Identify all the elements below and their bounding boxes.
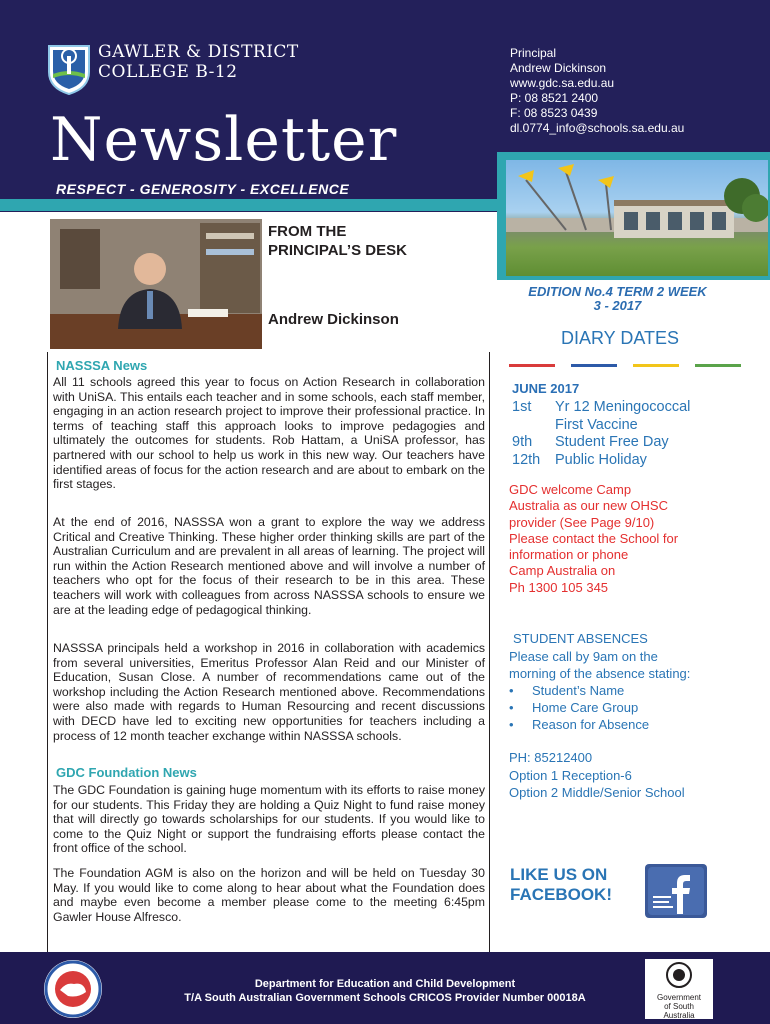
school-motto: RESPECT - GENEROSITY - EXCELLENCE	[56, 181, 350, 197]
divider-bar-green	[695, 364, 741, 367]
article-paragraph: The GDC Foundation is gaining huge momentum with its efforts to raise money for our students. This Friday they are holding a Quiz Night to fund raise money that will directly go towards scholarships for our students. If you would like to come to the Quiz Night or support the fundraising efforts please contact the front office of the school.	[53, 783, 485, 856]
phone-options	[509, 749, 685, 802]
government-sa-label	[649, 993, 709, 1020]
phone-line: PH: 85212400	[509, 750, 593, 765]
diary-event: Yr 12 Meningococcal	[555, 399, 691, 415]
principal-desk-title	[268, 222, 407, 260]
edition-line2: 3 - 2017	[593, 298, 642, 313]
article-paragraph: All 11 schools agreed this year to focus on Action Research in collaboration with UniSA. This entails each teacher and in some schools, each staff member, engaging in an action research project to improve their professional practice. In terms of teaching staff this approach looks to improve pedagogies and ultimately the outcomes for students. Rob Hattam, a UniSA professor, has partnered with our school to help us work in this new way. Our teachers have identified areas of focus for the action research and are about to embark on the first stages.	[53, 375, 485, 492]
camp-line: Camp Australia on	[509, 563, 616, 579]
school-crest-icon	[47, 44, 91, 96]
facebook-callout[interactable]	[510, 865, 612, 905]
principal-photo	[50, 219, 262, 349]
diary-month: JUNE 2017	[512, 381, 580, 396]
facebook-badge-icon[interactable]	[645, 864, 707, 918]
motto-band	[0, 199, 497, 211]
diary-dates-title: DIARY DATES	[560, 328, 680, 348]
contact-phone: P: 08 8521 2400	[510, 91, 599, 105]
desk-title-line1: FROM THE	[268, 223, 347, 240]
edition-label	[510, 285, 725, 313]
newsletter-masthead: Newsletter	[50, 105, 398, 175]
gov-line2: of South Australia	[663, 1002, 695, 1020]
student-absences-heading: STUDENT ABSENCES	[513, 631, 648, 646]
absence-intro-line2: morning of the absence stating:	[509, 666, 691, 681]
absence-list	[509, 682, 739, 733]
desk-title-line2: PRINCIPAL’S DESK	[268, 242, 407, 259]
camp-line: GDC welcome Camp	[509, 482, 632, 497]
divider-bar-red	[509, 364, 555, 367]
school-building-photo	[506, 160, 768, 276]
diary-day: 9th	[512, 434, 533, 450]
diary-event: Student Free Day	[555, 434, 669, 450]
school-name-line2: COLLEGE B-12	[98, 62, 238, 82]
absence-intro-line1: Please call by 9am on the	[509, 649, 658, 664]
like-line1: LIKE US ON	[510, 865, 608, 884]
camp-australia-notice	[509, 482, 719, 596]
camp-line: provider (See Page 9/10)	[509, 514, 655, 530]
like-line2: FACEBOOK!	[510, 885, 612, 904]
footer-line1: Department for Education and Child Development	[254, 978, 516, 990]
phone-line: Option 2 Middle/Senior School	[509, 785, 685, 800]
school-name-line1: GAWLER & DISTRICT	[98, 42, 299, 62]
divider-bar-blue	[571, 364, 617, 367]
article-heading-nasssa: NASSSA News	[56, 358, 148, 373]
color-bar-divider	[509, 364, 749, 368]
contact-name: Andrew Dickinson	[510, 61, 607, 75]
gov-line1: Government	[656, 993, 702, 1002]
contact-block	[510, 46, 684, 136]
article-heading-foundation: GDC Foundation News	[56, 765, 197, 780]
article-paragraph: NASSSA principals held a workshop in 2016 in collaboration with academics from several universities, Emeritus Professor Alan Reid and our Minister of Education, Susan Close. A number of recommendations came out of the workshop including the Action Research mentioned above. Recommendations were also made with regards to Human Resourcing and recent discussions with DECD have led to exciting new opportunities for teachers including a process of 12 month teacher exchange within NASSSA schools.	[53, 641, 485, 743]
diary-event: Public Holiday	[555, 451, 647, 468]
diary-day: 1st	[512, 399, 532, 415]
absence-item: • Home Care Group	[509, 699, 739, 716]
article-paragraph: At the end of 2016, NASSSA won a grant to explore the way we address Critical and Creative Thinking. These higher order thinking skills are part of the Australian Curriculum and are prevalent in all areas of learning. The project will run within the Action Research mentioned above and will involve a number of teachers who opt for the focus of their research to be in this area. These teachers will work with colleagues from across NASSSA schools to ensure we are at the leading edge of pedagogical thinking.	[53, 515, 485, 617]
contact-email[interactable]: dl.0774_info@schools.sa.edu.au	[510, 121, 685, 135]
edition-line1: EDITION No.4 TERM 2 WEEK	[528, 284, 707, 299]
diary-day: 12th	[512, 451, 541, 468]
diary-event: First Vaccine	[555, 416, 638, 433]
camp-line: information or phone	[509, 547, 629, 563]
contact-fax: F: 08 8523 0439	[510, 106, 598, 120]
article-paragraph: The Foundation AGM is also on the horizon and will be held on Tuesday 30 May. If you would like to come along to hear about what the Foundation does and maybe even become a member please come to the meeting 6:45pm Gawler House Alfresco.	[53, 866, 485, 924]
student-absences-block	[509, 648, 739, 733]
absence-item: • Reason for Absence	[509, 716, 739, 733]
camp-line: Please contact the School for	[509, 530, 679, 546]
absence-item: • Student’s Name	[509, 682, 739, 699]
contact-website[interactable]: www.gdc.sa.edu.au	[510, 76, 615, 90]
school-name	[98, 42, 299, 82]
principal-name: Andrew Dickinson	[268, 311, 399, 328]
contact-role: Principal	[510, 46, 557, 60]
divider-bar-yellow	[633, 364, 679, 367]
camp-line: Australia as our new OHSC	[509, 498, 668, 514]
footer-line2: T/A South Australian Government Schools CRICOS Provider Number 00018A	[184, 992, 586, 1004]
phone-line: Option 1 Reception-6	[509, 767, 632, 783]
camp-line: Ph 1300 105 345	[509, 579, 609, 595]
